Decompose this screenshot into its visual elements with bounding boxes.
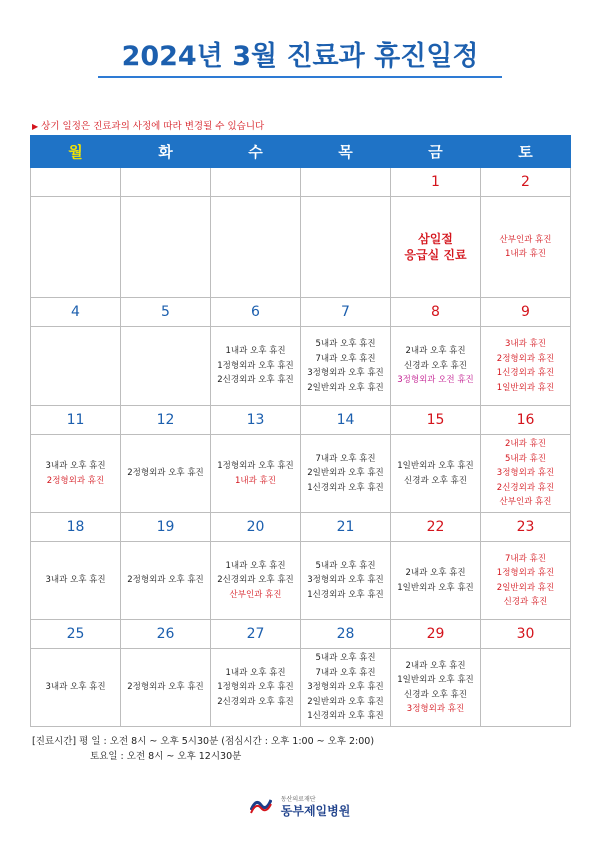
schedule-cell — [211, 649, 301, 727]
date-row — [31, 406, 571, 435]
hospital-logo — [0, 796, 600, 818]
weekday-fri: 금 — [391, 136, 481, 168]
closure-entry: 2내과 오후 휴진 — [405, 346, 466, 357]
schedule-cell — [31, 649, 121, 727]
saturday-hours-value: 오전 8시 ~ 오후 12시30분 — [126, 751, 242, 762]
schedule-cell — [481, 197, 571, 298]
closure-entry: 2정형외과 휴진 — [496, 353, 555, 364]
date-number — [31, 168, 121, 197]
closure-entry: 1신경외과 오후 휴진 — [307, 482, 384, 493]
closure-entry: 3정형외과 휴진 — [406, 704, 465, 715]
closure-entry: 2정형외과 오후 휴진 — [127, 468, 204, 479]
schedule-cell — [481, 435, 571, 513]
closure-entry: 1정형외과 오후 휴진 — [217, 360, 294, 371]
schedule-cell — [31, 327, 121, 406]
closure-entry: 3정형외과 오후 휴진 — [307, 368, 384, 379]
date-number: 7 — [301, 298, 391, 327]
closure-entry: 산부인과 휴진 — [499, 497, 552, 508]
closure-entry: 신경과 오후 휴진 — [404, 360, 467, 371]
closure-entry: 3정형외과 오후 휴진 — [307, 575, 384, 586]
date-row — [31, 513, 571, 542]
closure-entry: 신경과 오후 휴진 — [404, 475, 467, 486]
date-number: 20 — [211, 513, 301, 542]
weekday-tue: 화 — [121, 136, 211, 168]
triangle-icon: ▶ — [32, 122, 39, 131]
schedule-cell — [301, 327, 391, 406]
date-row — [31, 168, 571, 197]
schedule-cell — [481, 542, 571, 620]
closure-entry: 신경과 휴진 — [503, 597, 548, 608]
date-number: 29 — [391, 619, 481, 648]
schedule-cell — [121, 327, 211, 406]
schedule-cell — [211, 327, 301, 406]
date-number: 8 — [391, 298, 481, 327]
closure-entry: 신경과 오후 휴진 — [404, 689, 467, 700]
schedule-row — [31, 542, 571, 620]
date-number — [211, 168, 301, 197]
closure-entry: 5내과 오후 휴진 — [315, 653, 376, 664]
closure-entry: 2내과 오후 휴진 — [405, 660, 466, 671]
schedule-cell — [121, 435, 211, 513]
schedule-cell — [31, 542, 121, 620]
closure-entry: 1일반외과 오후 휴진 — [397, 675, 474, 686]
hospital-name: 동부제일병원 — [280, 804, 351, 818]
schedule-cell — [391, 542, 481, 620]
closure-entry: 2정형외과 오후 휴진 — [127, 575, 204, 586]
closure-entry: 2일반외과 오후 휴진 — [307, 696, 384, 707]
closure-entry: 1정형외과 오후 휴진 — [217, 682, 294, 693]
date-number: 26 — [121, 619, 211, 648]
schedule-row — [31, 197, 571, 298]
schedule-cell — [31, 435, 121, 513]
weekday-hours-line — [32, 734, 374, 749]
schedule-cell — [301, 197, 391, 298]
weekday-header-row — [31, 136, 571, 168]
closure-entry: 3내과 휴진 — [505, 339, 546, 350]
notice-label: 상기 일정은 진료과의 사정에 따라 변경될 수 있습니다 — [41, 121, 265, 132]
hours-label: [진료시간] — [32, 736, 77, 747]
schedule-cell — [211, 435, 301, 513]
closure-entry: 1신경외과 오후 휴진 — [307, 589, 384, 600]
date-number: 6 — [211, 298, 301, 327]
closure-entry: 1일반외과 오후 휴진 — [397, 582, 474, 593]
weekday-mon: 월 — [31, 136, 121, 168]
saturday-hours-label: 토요일 : — [90, 751, 124, 762]
title-underline — [98, 76, 502, 78]
closure-entry: 2내과 오후 휴진 — [405, 568, 466, 579]
schedule-cell — [481, 327, 571, 406]
closure-entry: 산부인과 휴진 — [229, 589, 282, 600]
closure-entry: 응급실 진료 — [404, 248, 467, 263]
closure-entry: 5내과 휴진 — [505, 453, 546, 464]
schedule-calendar — [30, 135, 571, 727]
schedule-cell — [31, 197, 121, 298]
schedule-cell — [391, 327, 481, 406]
date-number: 9 — [481, 298, 571, 327]
hospital-logo-icon — [250, 796, 272, 818]
date-number: 5 — [121, 298, 211, 327]
date-number: 1 — [391, 168, 481, 197]
weekday-hours-value: 오전 8시 ~ 오후 5시30분 (점심시간 : 오후 1:00 ~ 오후 2:00) — [109, 736, 375, 747]
closure-entry: 5내과 오후 휴진 — [315, 339, 376, 350]
closure-entry: 3정형외과 오후 휴진 — [307, 682, 384, 693]
date-number: 27 — [211, 619, 301, 648]
schedule-row — [31, 649, 571, 727]
schedule-cell — [211, 197, 301, 298]
closure-entry: 3내과 오후 휴진 — [45, 461, 106, 472]
schedule-cell — [121, 649, 211, 727]
closure-entry: 2일반외과 오후 휴진 — [307, 382, 384, 393]
closure-entry: 삼일절 — [418, 232, 453, 247]
closure-entry: 1신경외과 휴진 — [496, 368, 555, 379]
schedule-cell — [121, 542, 211, 620]
date-number: 19 — [121, 513, 211, 542]
date-number — [121, 168, 211, 197]
closure-entry: 2정형외과 휴진 — [46, 475, 105, 486]
closure-entry: 2내과 휴진 — [505, 439, 546, 450]
closure-entry: 3정형외과 휴진 — [496, 468, 555, 479]
date-number: 30 — [481, 619, 571, 648]
date-number: 12 — [121, 406, 211, 435]
date-number: 11 — [31, 406, 121, 435]
schedule-row — [31, 435, 571, 513]
closure-entry: 7내과 오후 휴진 — [315, 353, 376, 364]
schedule-cell — [301, 435, 391, 513]
closure-entry: 1일반외과 오후 휴진 — [397, 461, 474, 472]
closure-entry: 1내과 휴진 — [505, 249, 546, 260]
schedule-cell — [391, 435, 481, 513]
date-number: 16 — [481, 406, 571, 435]
date-number: 28 — [301, 619, 391, 648]
schedule-cell — [301, 649, 391, 727]
weekday-hours-label: 평 일 : — [79, 736, 107, 747]
date-row — [31, 619, 571, 648]
weekday-sat: 토 — [481, 136, 571, 168]
date-number: 23 — [481, 513, 571, 542]
closure-entry: 2신경외과 오후 휴진 — [217, 375, 294, 386]
closure-entry: 1정형외과 오후 휴진 — [217, 461, 294, 472]
date-number: 2 — [481, 168, 571, 197]
schedule-cell — [211, 542, 301, 620]
closure-entry: 2일반외과 휴진 — [496, 582, 555, 593]
date-number: 15 — [391, 406, 481, 435]
schedule-cell — [481, 649, 571, 727]
schedule-cell — [391, 197, 481, 298]
closure-entry: 1내과 오후 휴진 — [225, 560, 286, 571]
date-number: 22 — [391, 513, 481, 542]
closure-entry: 7내과 오후 휴진 — [315, 453, 376, 464]
closure-entry: 7내과 휴진 — [505, 553, 546, 564]
date-number: 13 — [211, 406, 301, 435]
closure-entry: 1신경외과 오후 휴진 — [307, 711, 384, 722]
closure-entry: 1내과 오후 휴진 — [225, 667, 286, 678]
schedule-cell — [391, 649, 481, 727]
date-number — [301, 168, 391, 197]
schedule-cell — [121, 197, 211, 298]
closure-entry: 1내과 휴진 — [235, 475, 276, 486]
clinic-hours — [32, 734, 374, 764]
date-row — [31, 298, 571, 327]
schedule-row — [31, 327, 571, 406]
notice-text — [32, 118, 264, 132]
closure-entry: 2신경외과 오후 휴진 — [217, 575, 294, 586]
closure-entry: 1내과 오후 휴진 — [225, 346, 286, 357]
closure-entry: 3내과 오후 휴진 — [45, 682, 106, 693]
date-number: 14 — [301, 406, 391, 435]
closure-entry: 2정형외과 오후 휴진 — [127, 682, 204, 693]
closure-entry: 2신경외과 휴진 — [496, 482, 555, 493]
weekday-wed: 수 — [211, 136, 301, 168]
saturday-hours-line — [32, 749, 374, 764]
page-title: 2024년 3월 진료과 휴진일정 — [121, 41, 479, 72]
closure-entry: 2일반외과 오후 휴진 — [307, 468, 384, 479]
foundation-name: 동산의료재단 — [280, 796, 316, 803]
date-number: 18 — [31, 513, 121, 542]
weekday-thu: 목 — [301, 136, 391, 168]
date-number: 4 — [31, 298, 121, 327]
closure-entry: 3내과 오후 휴진 — [45, 575, 106, 586]
closure-entry: 7내과 오후 휴진 — [315, 667, 376, 678]
closure-entry: 1일반외과 휴진 — [496, 382, 555, 393]
date-number: 25 — [31, 619, 121, 648]
closure-entry: 산부인과 휴진 — [499, 234, 552, 245]
closure-entry: 1정형외과 휴진 — [496, 568, 555, 579]
date-number: 21 — [301, 513, 391, 542]
closure-entry: 2신경외과 오후 휴진 — [217, 696, 294, 707]
closure-entry: 3정형외과 오전 휴진 — [397, 375, 474, 386]
schedule-cell — [301, 542, 391, 620]
closure-entry: 5내과 오후 휴진 — [315, 560, 376, 571]
